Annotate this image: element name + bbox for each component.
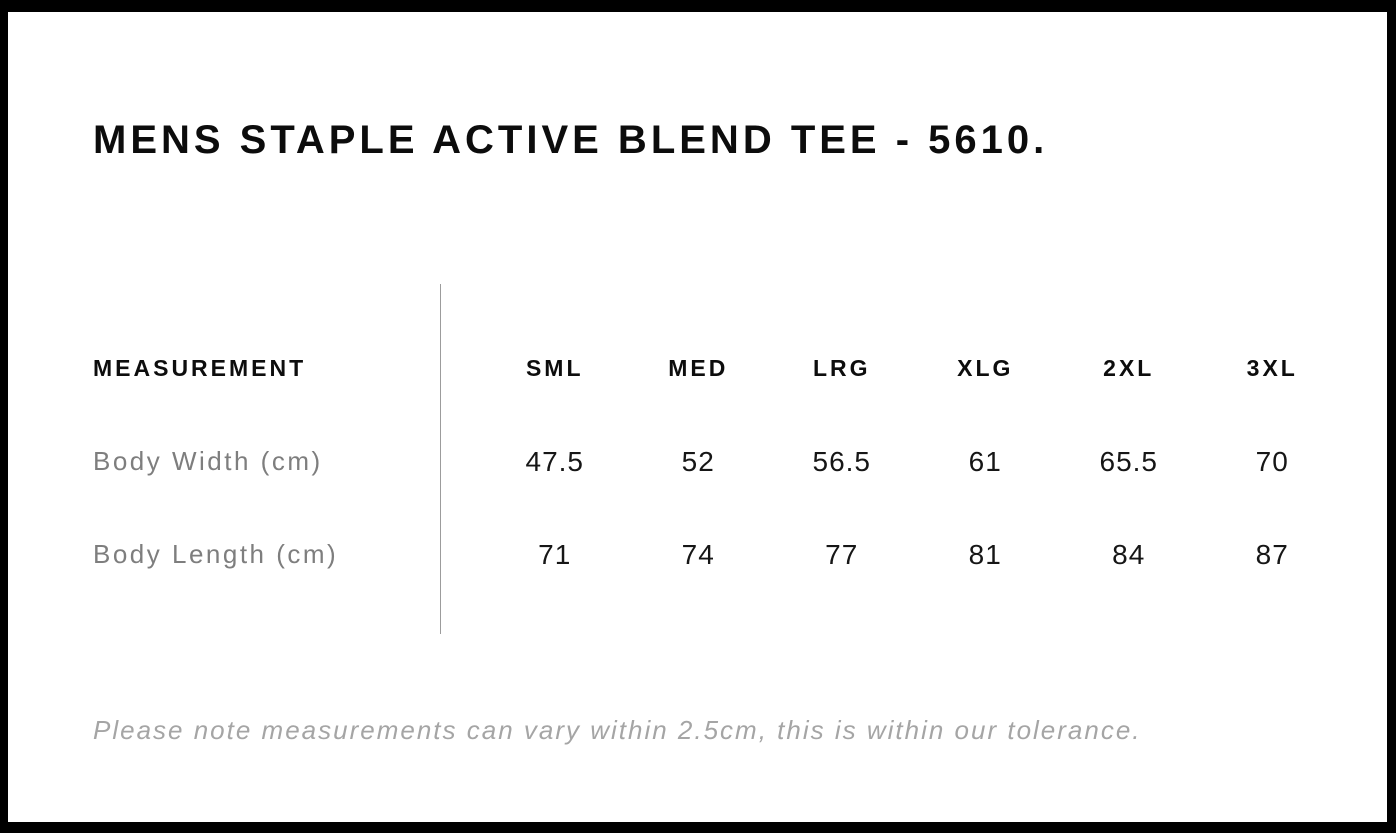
value-cell: 87 (1255, 538, 1289, 570)
value-cell: 61 (968, 445, 1002, 477)
size-chart-table (93, 284, 1344, 634)
row-label: Body Width (cm) (93, 446, 323, 476)
column-header-xlg: XLG (957, 355, 1014, 381)
value-cell: 71 (538, 538, 572, 570)
column-header-2xl: 2XL (1103, 355, 1155, 381)
measurement-column-header: MEASUREMENT (93, 355, 307, 381)
column-header-med: MED (668, 355, 729, 381)
table-row-body-width (93, 415, 1344, 508)
tolerance-note: Please note measurements can vary within 2.5cm, this is within our tolerance. (93, 715, 1142, 745)
column-header-lrg: LRG (812, 355, 871, 381)
table-row-body-length (93, 508, 1344, 601)
value-cell: 74 (681, 538, 715, 570)
column-header-3xl: 3XL (1246, 355, 1298, 381)
row-label: Body Length (cm) (93, 539, 339, 569)
value-cell: 84 (1112, 538, 1146, 570)
value-cell: 81 (968, 538, 1002, 570)
value-cell: 52 (681, 445, 715, 477)
page-title: MENS STAPLE ACTIVE BLEND TEE - 5610. (93, 118, 1049, 162)
value-cell: 65.5 (1099, 445, 1158, 477)
value-cell: 56.5 (812, 445, 871, 477)
column-header-sml: SML (525, 355, 584, 381)
table-header-row (93, 322, 1344, 415)
column-divider (440, 284, 441, 634)
value-cell: 77 (825, 538, 859, 570)
value-cell: 47.5 (525, 445, 584, 477)
value-cell: 70 (1255, 445, 1289, 477)
